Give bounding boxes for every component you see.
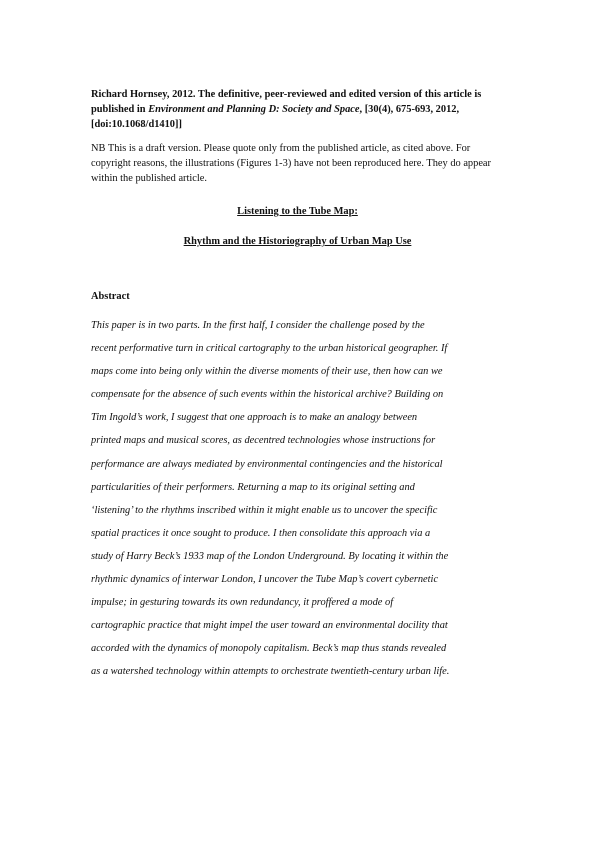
abstract-line: rhythmic dynamics of interwar London, I uncover the Tube Map’s covert cybernetic <box>91 574 439 586</box>
abstract-line: recent performative turn in critical cartography to the urban historical geographer. If <box>91 343 448 355</box>
abstract-line: cartographic practice that might impel the user toward an environmental docility that <box>91 620 448 632</box>
abstract-body <box>91 314 506 684</box>
paper-subtitle: Rhythm and the Historiography of Urban Map Use <box>183 236 412 247</box>
draft-note: NB This is a draft version. Please quote only from the published article, as cited above. For copyright reasons, the illustrations (Figures 1-3) have not been reproduced here. They do appear within the published article. <box>91 143 492 184</box>
abstract-line: Tim Ingold’s work, I suggest that one approach is to make an analogy between <box>91 412 418 424</box>
abstract-line: maps come into being only within the diverse moments of their use, then how can we <box>91 366 443 378</box>
abstract-line: printed maps and musical scores, as decentred technologies whose instructions for <box>91 435 436 447</box>
abstract-line: performance are always mediated by environmental contingencies and the historical <box>91 458 443 470</box>
abstract-line: accorded with the dynamics of monopoly capitalism. Beck’s map thus stands revealed <box>91 643 447 655</box>
citation-block <box>91 87 511 132</box>
citation-details: , [30(4), 675-693, 2012, [doi:10.1068/d1410]] <box>91 104 460 130</box>
abstract-line: as a watershed technology within attempts to orchestrate twentieth-century urban life. <box>91 666 450 678</box>
citation-journal: Environment and Planning D: Society and Space <box>148 104 360 115</box>
abstract-line: particularities of their performers. Returning a map to its original setting and <box>91 481 415 493</box>
citation-author-year: Richard Hornsey, 2012. The definitive, peer-reviewed and edited version of this article is published in <box>91 89 482 115</box>
abstract-heading: Abstract <box>91 291 130 302</box>
abstract-line: ‘listening’ to the rhythms inscribed within it might enable us to uncover the specific <box>91 504 438 516</box>
abstract-line: This paper is in two parts. In the first half, I consider the challenge posed by the <box>91 320 425 331</box>
abstract-line: impulse; in gesturing towards its own redundancy, it proffered a mode of <box>91 597 394 609</box>
abstract-line: study of Harry Beck’s 1933 map of the London Underground. By locating it within the <box>91 550 449 562</box>
abstract-line: spatial practices it once sought to produce. I then consolidate this approach via a <box>91 527 431 539</box>
paper-title: Listening to the Tube Map: <box>237 206 358 217</box>
abstract-line: compensate for the absence of such events within the historical archive? Building on <box>91 389 444 401</box>
